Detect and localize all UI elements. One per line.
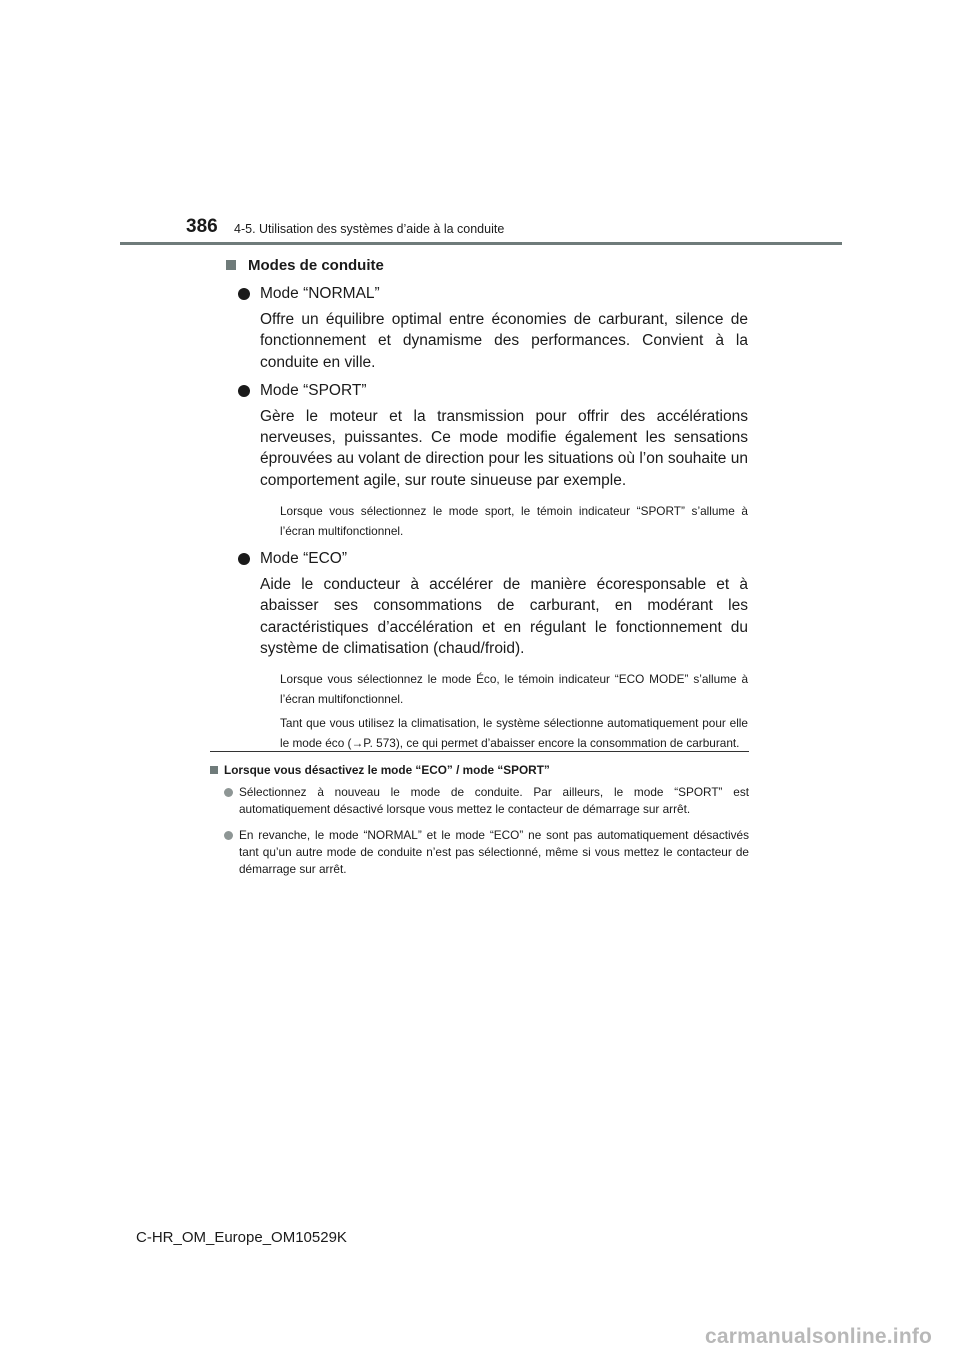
square-bullet-icon [210,766,218,774]
mode-title [238,379,748,403]
section-heading [224,254,748,276]
info-item [224,784,749,818]
info-item [224,827,749,878]
mode-title [238,282,748,306]
mode-title-text: Mode “NORMAL” [260,285,380,302]
mode-description: Aide le conducteur à accélérer de manière écoresponsable et à abaisser ses consommations de carburant, en modérant les caractéristiques d’accélération et en régulant le fonctionnement du système de climatisation (chaud/froid). [260,576,748,657]
bullet-dot-icon [224,788,233,797]
bullet-dot-icon [238,385,250,397]
watermark: carmanualsonline.info [705,1325,933,1348]
mode-description: Gère le moteur et la transmission pour offrir des accélérations nerveuses, puissantes. Ce mode modifie également les sensations éprouvées au volant de direction pour les situations où l’on souhaite un comportement agile, sur route sinueuse par exemple. [260,407,748,489]
section-divider [210,751,749,752]
header-rule [120,242,842,245]
main-content [224,254,748,753]
mode-note: Lorsque vous sélectionnez le mode sport, le témoin indicateur “SPORT” s’allume à l’écran multifonctionnel. [280,504,748,539]
mode-eco [238,547,748,753]
section-title: 4-5. Utilisation des systèmes d’aide à la conduite [234,222,505,236]
mode-title-text: Mode “ECO” [260,550,347,568]
section-heading-text: Modes de conduite [248,256,384,274]
page-number: 386 [186,216,218,237]
mode-title-text: Mode “SPORT” [260,381,367,399]
square-bullet-icon [226,260,236,270]
mode-title [238,547,748,571]
info-item-text: En revanche, le mode “NORMAL” et le mode “ECO” ne sont pas automatiquement désactivés tant qu’un autre mode de conduite n’est pas sélectionné, même si vous mettez le contacteur de démarrage sur arrêt. [239,828,749,876]
bullet-dot-icon [224,831,233,840]
info-box [210,762,749,878]
mode-sport [238,379,748,541]
info-item-text: Sélectionnez à nouveau le mode de conduite. Par ailleurs, le mode “SPORT” est automatiquement désactivé lorsque vous mettez le contacteur de démarrage sur arrêt. [239,785,749,816]
info-heading [210,762,749,778]
bullet-dot-icon [238,288,250,300]
bullet-dot-icon [238,553,250,565]
document-code: C-HR_OM_Europe_OM10529K [136,1229,347,1246]
mode-description: Offre un équilibre optimal entre économies de carburant, silence de fonctionnement et dynamisme des performances. Convient à la conduite en ville. [260,311,748,371]
mode-note: Tant que vous utilisez la climatisation, le système sélectionne automatiquement pour elle le mode éco (→P. 573), ce qui permet d’abaisser encore la consommation de carburant. [280,716,748,751]
info-heading-text: Lorsque vous désactivez le mode “ECO” / mode “SPORT” [224,763,550,777]
mode-note: Lorsque vous sélectionnez le mode Éco, le témoin indicateur “ECO MODE” s’allume à l’écran multifonctionnel. [280,672,748,707]
mode-normal [238,282,748,373]
